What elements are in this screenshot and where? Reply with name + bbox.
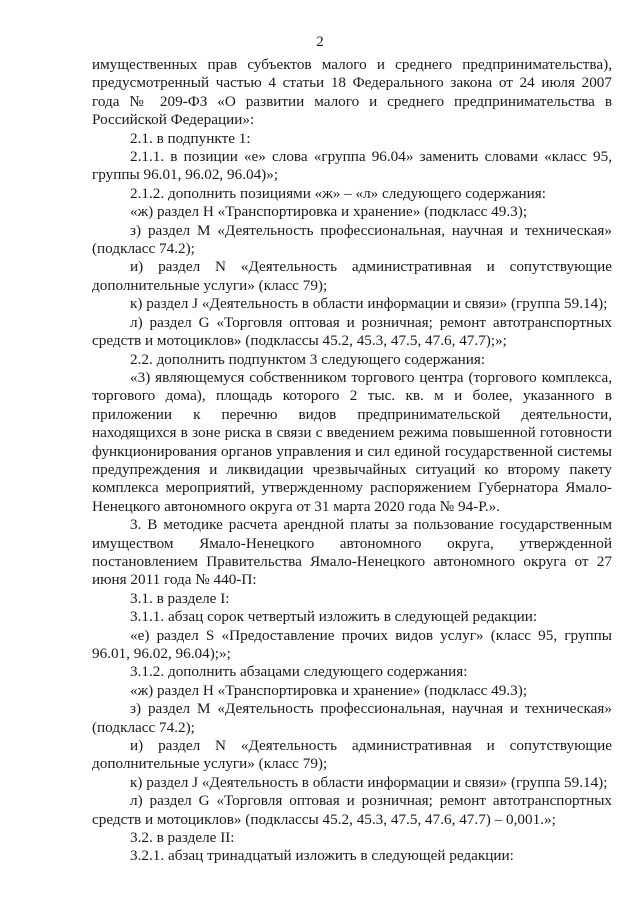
paragraph: 2.1.1. в позиции «е» слова «группа 96.04» заменить словами «класс 95, группы 96.01, 96.02, 96.04)»;	[92, 148, 612, 184]
paragraph: «ж) раздел H «Транспортировка и хранение» (подкласс 49.3);	[130, 681, 528, 699]
paragraph: «ж) раздел H «Транспортировка и хранение» (подкласс 49.3);	[130, 203, 528, 221]
paragraph: 2.2. дополнить подпунктом 3 следующего содержания:	[130, 350, 486, 368]
paragraph: 2.1. в подпункте 1:	[130, 129, 251, 147]
paragraph: и) раздел N «Деятельность административная и сопутствующие дополнительные услуги» (класс 79);	[92, 258, 612, 294]
document-body	[92, 56, 612, 866]
paragraph: к) раздел J «Деятельность в области информации и связи» (группа 59.14);	[130, 773, 608, 791]
paragraph: имущественных прав субъектов малого и среднего предпринимательства), предусмотренный частью 4 статьи 18 Федерального закона от 24 июля 2007 года № 209-ФЗ «О развитии малого и среднего предпринимательства в Российской Федерации»:	[92, 56, 612, 129]
paragraph: з) раздел M «Деятельность профессиональная, научная и техническая» (подкласс 74.2);	[92, 221, 612, 258]
paragraph: 3.1. в разделе I:	[130, 589, 230, 607]
paragraph: 2.1.2. дополнить позициями «ж» – «л» следующего содержания:	[130, 184, 546, 202]
paragraph: и) раздел N «Деятельность административная и сопутствующие дополнительные услуги» (класс 79);	[92, 737, 612, 773]
paragraph: л) раздел G «Торговля оптовая и розничная; ремонт автотранспортных средств и мотоциклов» (подклассы 45.2, 45.3, 47.5, 47.6, 47.7) – 0,001.»;	[92, 792, 612, 828]
paragraph: «3) являющемуся собственником торгового центра (торгового комплекса, торгового дома), площадь которого 2 тыс. кв. м и более, указанного в приложении к перечню видов предпринимательской деятельности, находящихся в зоне риска в связи с введением режима повышенной готовности функционирования органов управления и сил единой государственной системы предупреждения и ликвидации чрезвычайных ситуаций ко второму пакету комплекса мероприятий, утвержденному распоряжением Губернатора Ямало-Ненецкого автономного округа от 31 марта 2020 года № 94-Р.».	[92, 368, 612, 515]
paragraph: 3.1.2. дополнить абзацами следующего содержания:	[130, 663, 468, 681]
paragraph: 3.2.1. абзац тринадцатый изложить в следующей редакции:	[130, 847, 514, 865]
paragraph: 3. В методике расчета арендной платы за пользование государственным имуществом Ямало-Ненецкого автономного округа, утвержденной постановлением Правительства Ямало-Ненецкого автономного округа от 27 июня 2011 года № 440-П:	[92, 516, 612, 589]
paragraph: з) раздел M «Деятельность профессиональная, научная и техническая» (подкласс 74.2);	[92, 700, 612, 736]
paragraph: «е) раздел S «Предоставление прочих видов услуг» (класс 95, группы 96.01, 96.02, 96.04);»;	[92, 626, 612, 662]
paragraph: к) раздел J «Деятельность в области информации и связи» (группа 59.14);	[130, 295, 608, 313]
paragraph: 3.1.1. абзац сорок четвертый изложить в следующей редакции:	[130, 608, 538, 626]
paragraph: л) раздел G «Торговля оптовая и розничная; ремонт автотранспортных средств и мотоциклов» (подклассы 45.2, 45.3, 47.5, 47.6, 47.7);»;	[92, 313, 612, 350]
page-number: 2	[316, 34, 324, 50]
paragraph: 3.2. в разделе II:	[130, 829, 235, 847]
